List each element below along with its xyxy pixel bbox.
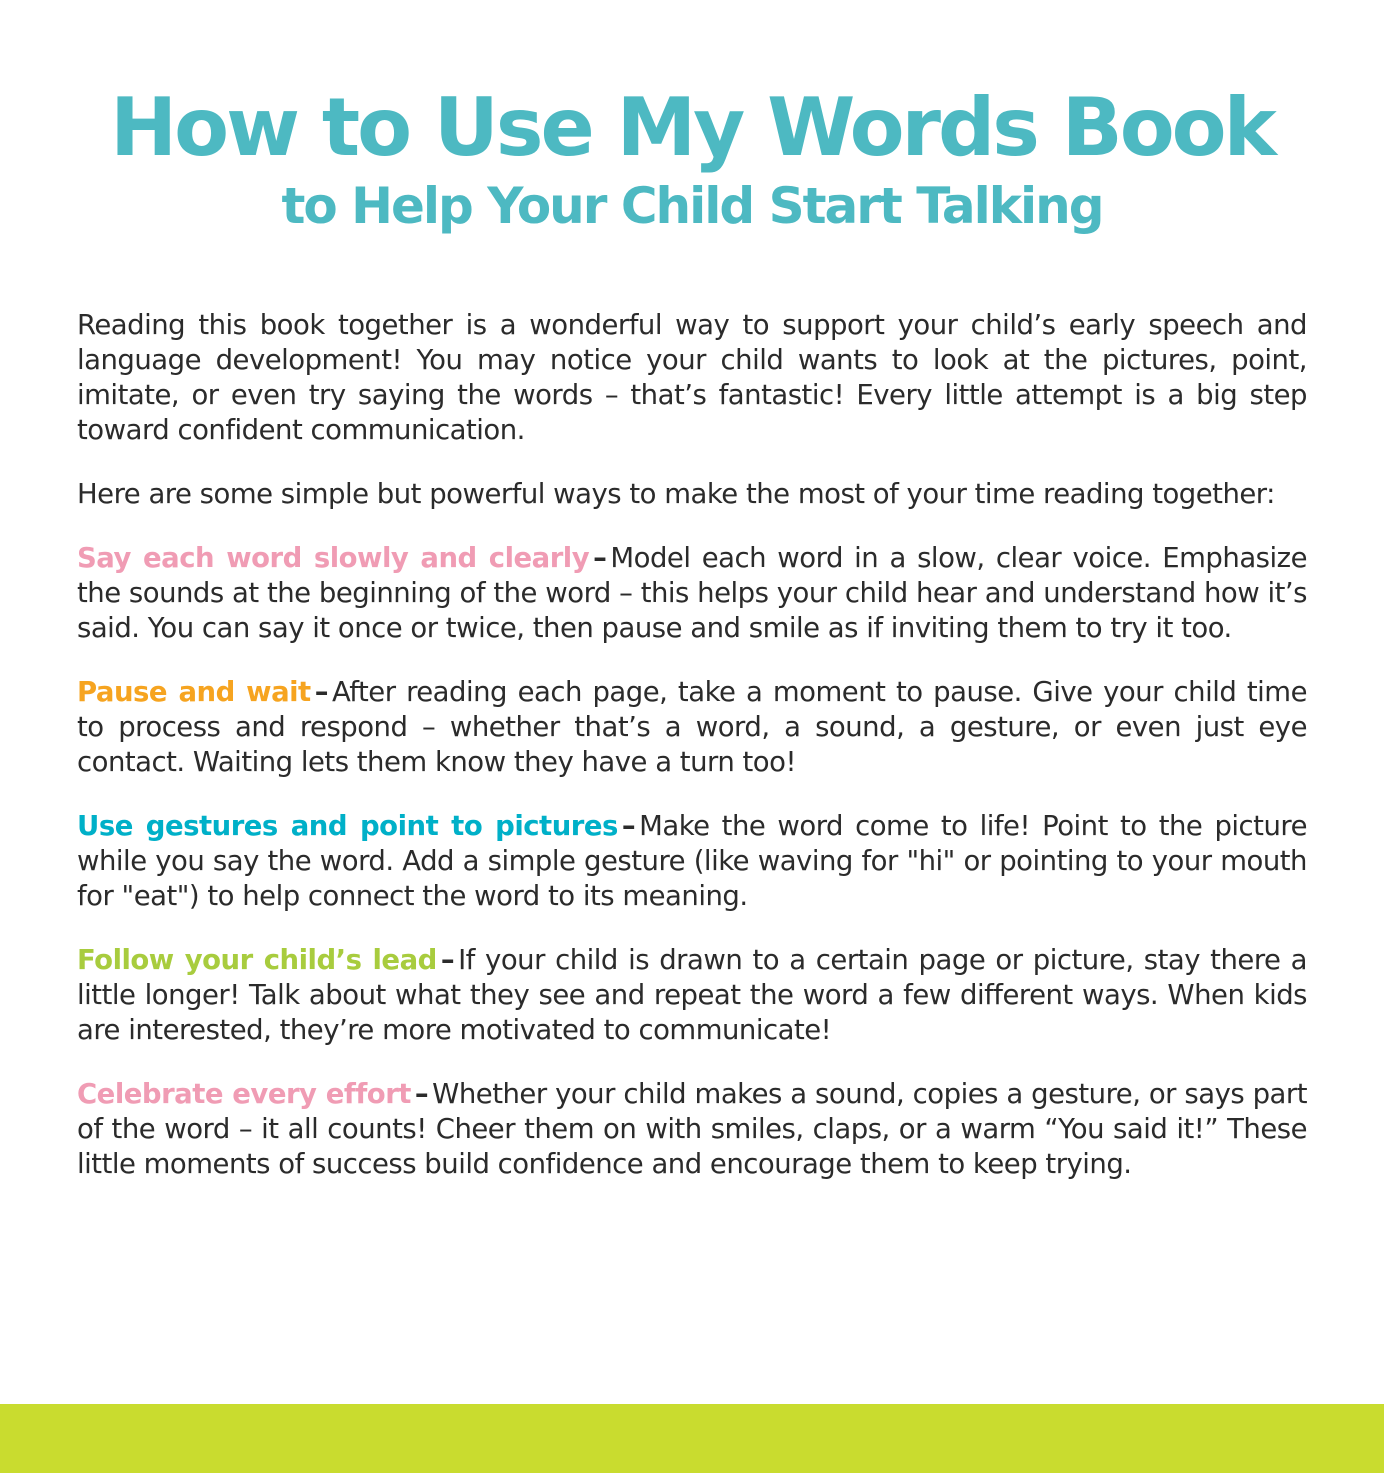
tip-separator: – [593,541,607,574]
intro-paragraph-2: Here are some simple but powerful ways to make the most of your time reading together: [77,477,1275,510]
page-title: How to Use My Words Book [110,81,1274,174]
tip-label-celebrate-effort: Celebrate every effort [77,1077,411,1110]
tip-separator: – [414,1077,429,1110]
tip-use-gestures [77,809,1307,914]
tip-text-use-gestures: Make the word come to life! Point to the picture while you say the word. Add a simple gesture (like waving for "hi" or pointing to your mouth for "eat") to help connect the word to its meaning. [77,809,1307,912]
tip-say-each-word [77,541,1307,646]
tip-label-use-gestures: Use gestures and point to pictures [77,809,618,842]
tip-pause-and-wait [77,675,1307,780]
tip-text-say-each-word: Model each word in a slow, clear voice. Emphasize the sounds at the beginning of the word – this helps your child hear and understand how it’s said. You can say it once or twice, then pause and smile as if inviting them to try it too. [77,541,1307,644]
tip-separator: – [440,943,455,976]
page-subtitle: to Help Your Child Start Talking [281,177,1103,235]
tip-separator: – [314,675,328,708]
tip-label-follow-lead: Follow your child’s lead [77,943,437,976]
intro-paragraph-1: Reading this book together is a wonderful way to support your child’s early speech and language development! You may notice your child wants to look at the pictures, point, imitate, or even try saying the words – that’s fantastic! Every little attempt is a big step toward confident communication. [77,308,1307,446]
tip-text-follow-lead: If your child is drawn to a certain page or picture, stay there a little longer! Talk about what they see and repeat the word a few different ways. When kids are interested, they’re more motivated to communicate! [77,943,1307,1046]
tip-text-pause-and-wait: After reading each page, take a moment to pause. Give your child time to process and respond – whether that’s a word, a sound, a gesture, or even just eye contact. Waiting lets them know they have a turn too! [77,675,1308,778]
tip-text-celebrate-effort: Whether your child makes a sound, copies a gesture, or says part of the word – it all counts! Cheer them on with smiles, claps, or a warm “You said it!” These little moments of success build confidence and encourage them to keep trying. [77,1077,1307,1180]
footer-color-bar [0,1404,1384,1473]
book-page [0,81,1384,1182]
tip-label-pause-and-wait: Pause and wait [77,675,311,708]
body-content [77,308,1307,1182]
tip-label-say-each-word: Say each word slowly and clearly [77,541,590,574]
tip-follow-lead [77,943,1307,1048]
tip-separator: – [621,809,636,842]
tip-celebrate-effort [77,1077,1307,1182]
